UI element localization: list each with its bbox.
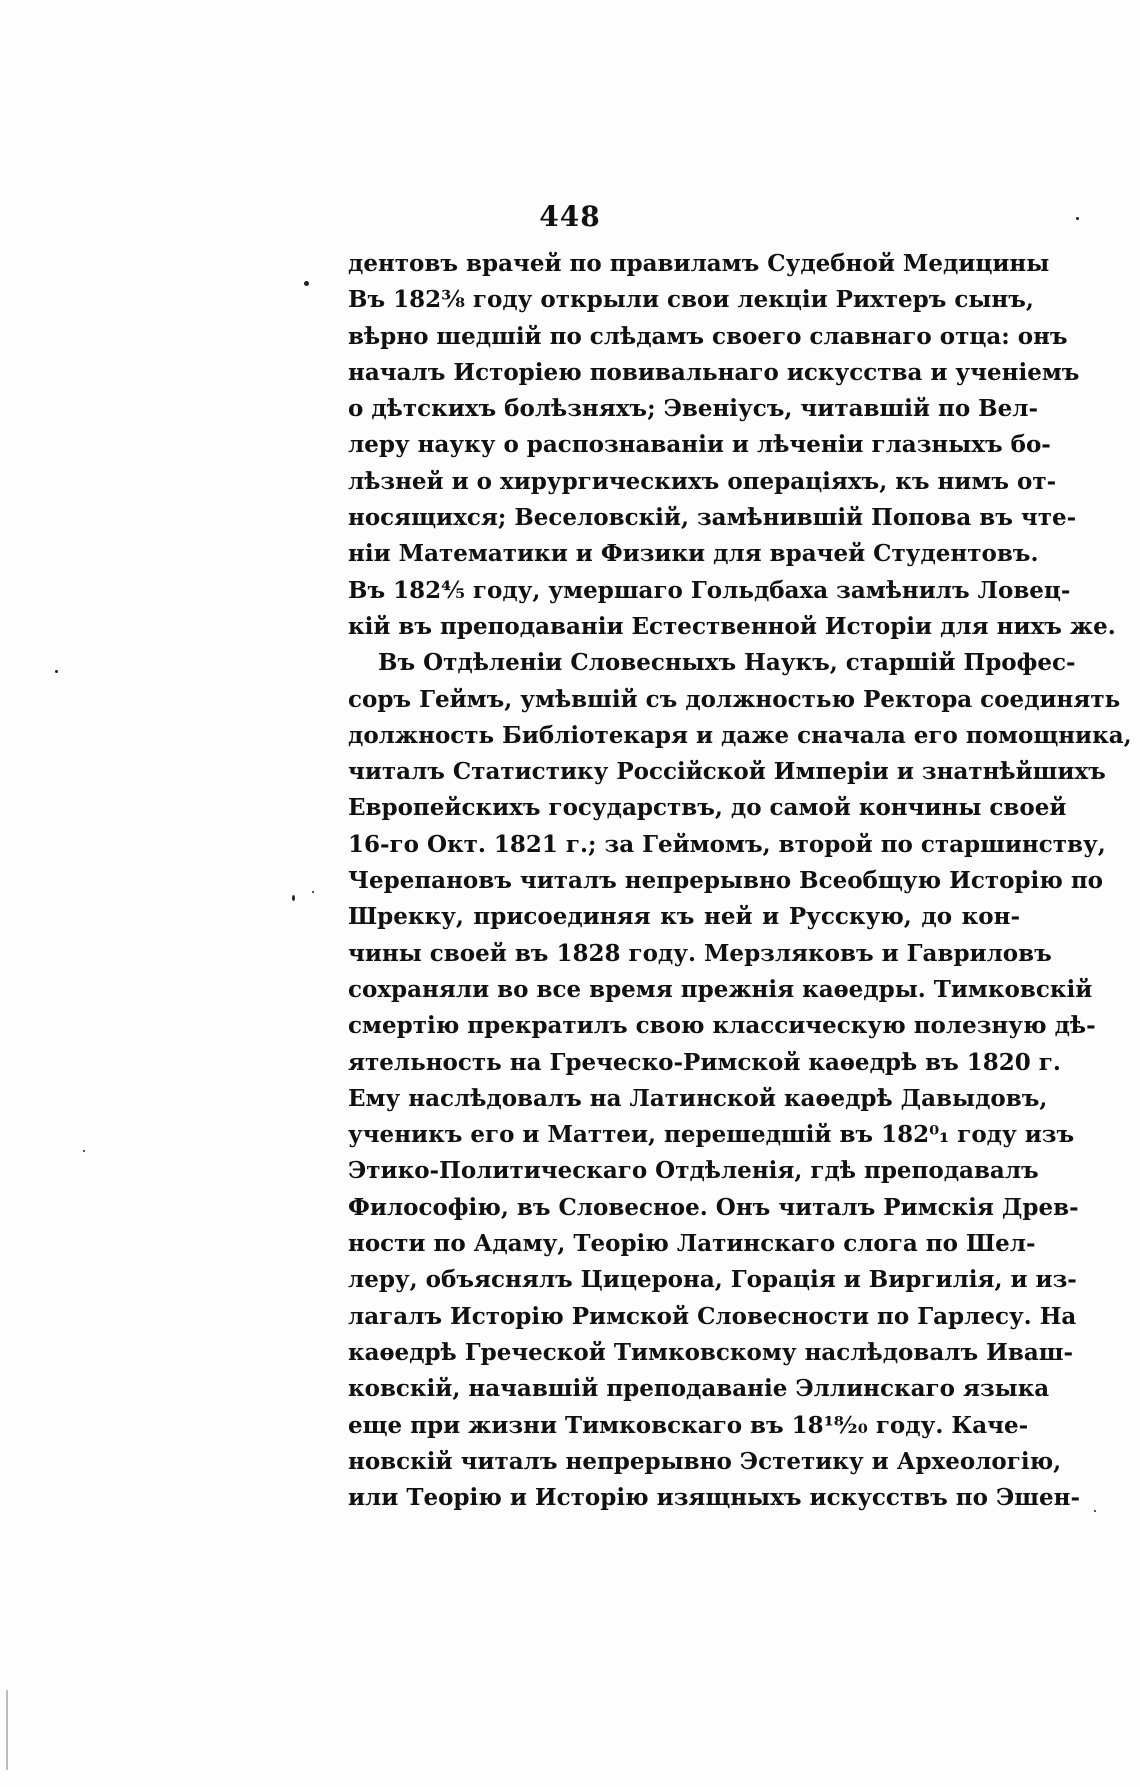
text-line: Черепановъ читалъ непрерывно Всеобщую Исторію по <box>348 867 1104 895</box>
text-line: должность Библіотекаря и даже сначала его помощника, <box>348 721 1132 749</box>
text-line: Въ 182⅘ году, умершаго Гольдбаха замѣнилъ Ловец- <box>348 576 1071 604</box>
text-line: новскій читалъ непрерывно Эстетику и Археологію, <box>348 1447 1062 1475</box>
text-line: вѣрно шедшій по слѣдамъ своего славнаго отца: онъ <box>348 322 1068 350</box>
text-line: читалъ Статистику Россійской Имперіи и знатнѣйшихъ <box>348 758 1106 786</box>
text-line: 16-го Окт. 1821 г.; за Геймомъ, второй по старшинству, <box>348 830 1106 858</box>
text-line: носящихся; Веселовскій, замѣнившій Попова въ чте- <box>348 504 1077 532</box>
paragraph-2 <box>348 645 1132 1516</box>
scan-speck <box>83 1150 85 1152</box>
text-line: ности по Адаму, Теорію Латинскаго слога по Шел- <box>348 1230 1036 1258</box>
text-line: сохраняли во все время прежнія каѳедры. Тимковскій <box>348 975 1093 1003</box>
text-line: лѣзней и о хирургическихъ операціяхъ, къ нимъ от- <box>348 467 1057 495</box>
text-line: Въ 182⅜ году открыли свои лекціи Рихтеръ сынъ, <box>348 286 1034 314</box>
paragraph-1 <box>348 246 1116 645</box>
scan-speck <box>1076 217 1079 220</box>
text-line: смертію прекратилъ свою классическую полезную дѣ- <box>348 1012 1096 1040</box>
text-line: Въ Отдѣленіи Словесныхъ Наукъ, старшій Профес- <box>378 649 1076 677</box>
scan-speck <box>292 895 295 901</box>
text-line: леру науку о распознаваніи и лѣченіи глазныхъ бо- <box>348 431 1051 459</box>
text-line: ковскій, начавшій преподаваніе Эллинскаго языка <box>348 1375 1050 1403</box>
text-line: ніи Математики и Физики для врачей Студентовъ. <box>348 540 1039 568</box>
text-line: еще при жизни Тимковскаго въ 18¹⁸⁄₂₀ году. Каче- <box>348 1411 1029 1439</box>
text-line: Этико-Политическаго Отдѣленія, гдѣ преподавалъ <box>348 1157 1039 1185</box>
text-line: началъ Исторіею повивальнаго искусства и ученіемъ <box>348 358 1080 386</box>
text-line: дентовъ врачей по правиламъ Судебной Медицины <box>348 250 1050 277</box>
text-line: кій въ преподаваніи Естественной Исторіи для нихъ же. <box>348 612 1116 640</box>
scan-speck <box>304 281 309 286</box>
text-line: лагалъ Исторію Римской Словесности по Гарлесу. На <box>348 1302 1077 1330</box>
text-line: о дѣтскихъ болѣзняхъ; Эвеніусъ, читавшій по Вел- <box>348 395 1038 423</box>
text-line: чины своей въ 1828 году. Мерзляковъ и Гавриловъ <box>348 939 1052 967</box>
scan-speck <box>312 891 314 893</box>
text-line: Шрекку, присоединяя къ ней и Русскую, до кон- <box>348 903 1020 931</box>
scan-edge-mark <box>6 1690 8 1770</box>
text-line: ятельность на Греческо-Римской каѳедрѣ въ 1820 г. <box>348 1048 1061 1076</box>
scan-speck <box>1094 1510 1096 1512</box>
scan-speck <box>55 670 58 673</box>
text-line: Европейскихъ государствъ, до самой кончины своей <box>348 794 1067 822</box>
text-line: соръ Геймъ, умѣвшій съ должностью Ректора соединять <box>348 685 1121 713</box>
text-line: Ему наслѣдовалъ на Латинской каѳедрѣ Давыдовъ, <box>348 1084 1048 1112</box>
text-line: каѳедрѣ Греческой Тимковскому наслѣдовалъ Иваш- <box>348 1338 1074 1366</box>
text-line: ученикъ его и Маттеи, перешедшій въ 182⁰₁ году изъ <box>348 1121 1075 1149</box>
text-line: или Теорію и Исторію изящныхъ искусствъ по Эшен- <box>348 1484 1081 1512</box>
page-number: 448 <box>539 200 601 233</box>
body-text <box>348 246 1132 1516</box>
text-line: леру, объяснялъ Цицерона, Горація и Виргилія, и из- <box>348 1266 1077 1294</box>
text-line: Философію, въ Словесное. Онъ читалъ Римскія Древ- <box>348 1193 1079 1221</box>
